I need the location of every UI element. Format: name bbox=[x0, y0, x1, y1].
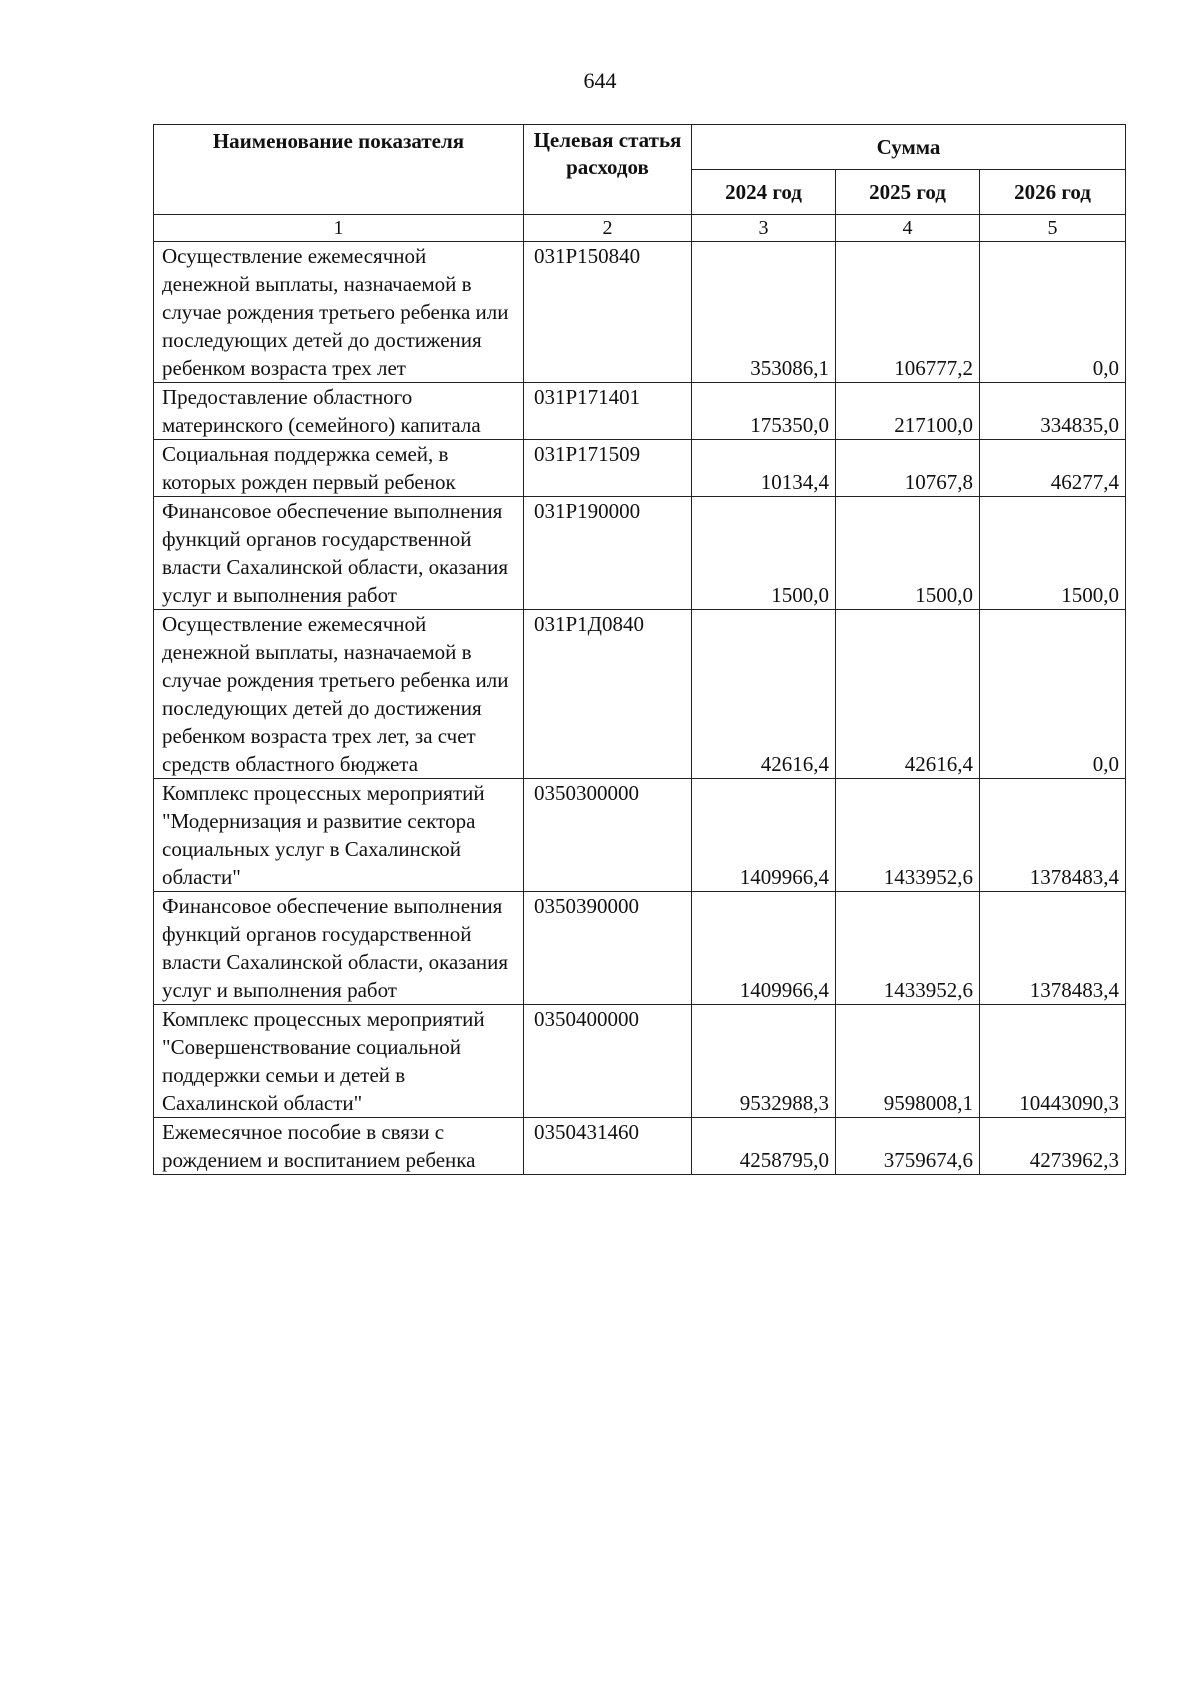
table-row bbox=[154, 779, 1126, 892]
row-amount-2026: 1500,0 bbox=[980, 497, 1126, 610]
column-numbers-row bbox=[154, 215, 1126, 242]
row-amount-2024: 10134,4 bbox=[692, 440, 836, 497]
row-amount-2024: 175350,0 bbox=[692, 383, 836, 440]
row-amount-2024: 1500,0 bbox=[692, 497, 836, 610]
row-name: Осуществление ежемесячной денежной выплаты, назначаемой в случае рождения третьего ребенка или последующих детей до достижения ребенком возраста трех лет, за счет средств областного бюджета bbox=[154, 610, 524, 779]
header-year-2025: 2025 год bbox=[836, 170, 980, 215]
column-number: 5 bbox=[980, 215, 1126, 242]
row-amount-2025: 1500,0 bbox=[836, 497, 980, 610]
row-amount-2025: 1433952,6 bbox=[836, 779, 980, 892]
row-name: Предоставление областного материнского (семейного) капитала bbox=[154, 383, 524, 440]
row-code: 031P171509 bbox=[524, 440, 692, 497]
row-amount-2025: 10767,8 bbox=[836, 440, 980, 497]
table-row bbox=[154, 440, 1126, 497]
table-header bbox=[154, 125, 1126, 215]
column-number: 3 bbox=[692, 215, 836, 242]
row-name: Ежемесячное пособие в связи с рождением и воспитанием ребенка bbox=[154, 1118, 524, 1175]
row-code: 0350390000 bbox=[524, 892, 692, 1005]
header-name: Наименование показателя bbox=[154, 125, 524, 215]
row-amount-2024: 1409966,4 bbox=[692, 779, 836, 892]
row-name: Социальная поддержка семей, в которых рожден первый ребенок bbox=[154, 440, 524, 497]
row-name: Комплекс процессных мероприятий "Модернизация и развитие сектора социальных услуг в Сахалинской области" bbox=[154, 779, 524, 892]
row-amount-2025: 106777,2 bbox=[836, 242, 980, 383]
row-code: 0350300000 bbox=[524, 779, 692, 892]
table-row bbox=[154, 1118, 1126, 1175]
table-row bbox=[154, 892, 1126, 1005]
row-name: Осуществление ежемесячной денежной выплаты, назначаемой в случае рождения третьего ребенка или последующих детей до достижения ребенком возраста трех лет bbox=[154, 242, 524, 383]
row-code: 031P1Д0840 bbox=[524, 610, 692, 779]
table-body bbox=[154, 215, 1126, 1175]
row-amount-2026: 4273962,3 bbox=[980, 1118, 1126, 1175]
table-row bbox=[154, 497, 1126, 610]
row-amount-2026: 1378483,4 bbox=[980, 779, 1126, 892]
row-amount-2025: 42616,4 bbox=[836, 610, 980, 779]
row-amount-2026: 1378483,4 bbox=[980, 892, 1126, 1005]
row-amount-2025: 9598008,1 bbox=[836, 1005, 980, 1118]
row-amount-2024: 1409966,4 bbox=[692, 892, 836, 1005]
row-code: 031P171401 bbox=[524, 383, 692, 440]
table-row bbox=[154, 610, 1126, 779]
row-name: Финансовое обеспечение выполнения функций органов государственной власти Сахалинской области, оказания услуг и выполнения работ bbox=[154, 892, 524, 1005]
table-row bbox=[154, 383, 1126, 440]
row-amount-2024: 42616,4 bbox=[692, 610, 836, 779]
row-amount-2026: 0,0 bbox=[980, 242, 1126, 383]
header-code: Целевая статья расходов bbox=[524, 125, 692, 215]
column-number: 2 bbox=[524, 215, 692, 242]
row-amount-2025: 217100,0 bbox=[836, 383, 980, 440]
row-amount-2026: 334835,0 bbox=[980, 383, 1126, 440]
column-number: 4 bbox=[836, 215, 980, 242]
row-amount-2025: 1433952,6 bbox=[836, 892, 980, 1005]
row-amount-2026: 10443090,3 bbox=[980, 1005, 1126, 1118]
row-code: 031P190000 bbox=[524, 497, 692, 610]
row-code: 0350431460 bbox=[524, 1118, 692, 1175]
row-amount-2024: 4258795,0 bbox=[692, 1118, 836, 1175]
page-number: 644 bbox=[583, 68, 617, 93]
budget-table bbox=[153, 124, 1126, 1175]
row-code: 0350400000 bbox=[524, 1005, 692, 1118]
row-amount-2026: 46277,4 bbox=[980, 440, 1126, 497]
column-number: 1 bbox=[154, 215, 524, 242]
row-amount-2026: 0,0 bbox=[980, 610, 1126, 779]
header-year-2024: 2024 год bbox=[692, 170, 836, 215]
row-amount-2024: 353086,1 bbox=[692, 242, 836, 383]
row-name: Финансовое обеспечение выполнения функций органов государственной власти Сахалинской области, оказания услуг и выполнения работ bbox=[154, 497, 524, 610]
header-sum: Сумма bbox=[692, 125, 1126, 170]
table-row bbox=[154, 242, 1126, 383]
row-code: 031P150840 bbox=[524, 242, 692, 383]
row-amount-2025: 3759674,6 bbox=[836, 1118, 980, 1175]
header-year-2026: 2026 год bbox=[980, 170, 1126, 215]
row-amount-2024: 9532988,3 bbox=[692, 1005, 836, 1118]
table-row bbox=[154, 1005, 1126, 1118]
row-name: Комплекс процессных мероприятий "Совершенствование социальной поддержки семьи и детей в Сахалинской области" bbox=[154, 1005, 524, 1118]
